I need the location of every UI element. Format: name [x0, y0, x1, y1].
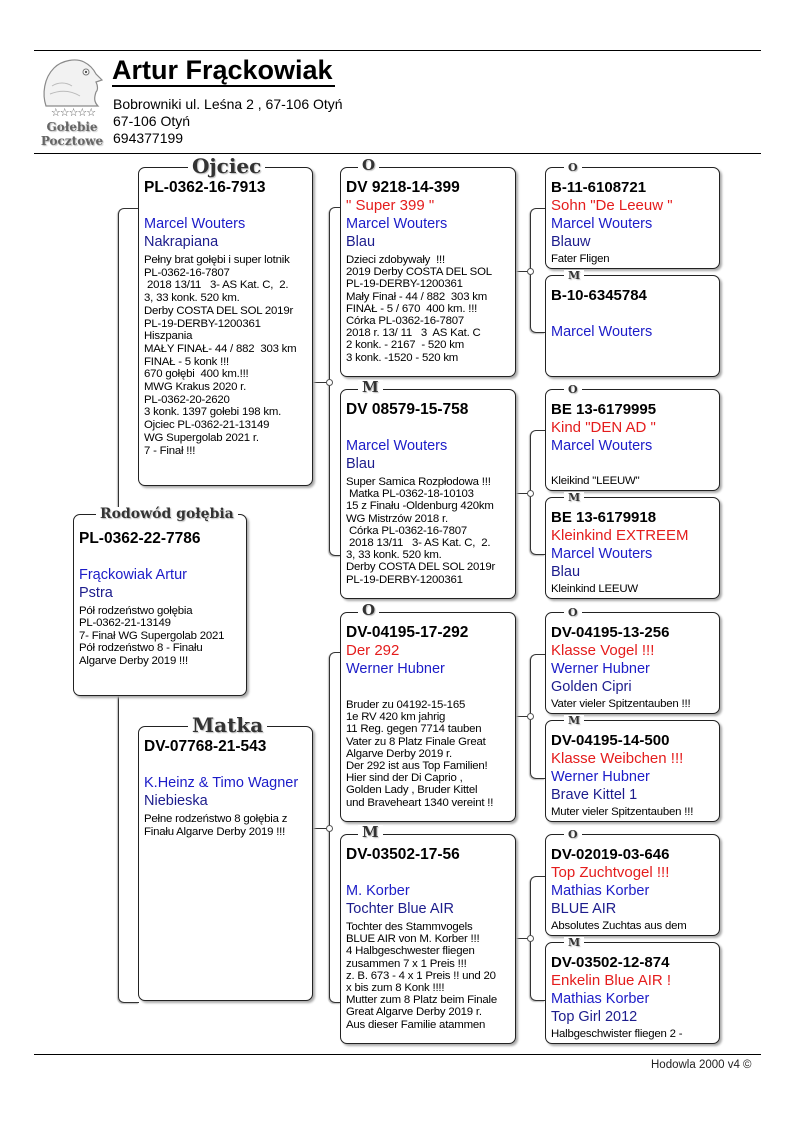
ring-number: DV-03502-12-874 [551, 954, 670, 971]
ring-number: DV-04195-13-256 [551, 624, 670, 641]
notes: Dzieci zdobywały !!! 2019 Derby COSTA DEL SOL PL-19-DERBY-1200361 Mały Finał - 44 / 882 303 km FINAŁ - 5 / 670 400 km. !!! Córka PL-0362-16-7807 2018 r. 13/ 11 3 AS Kat. C 2 konk. - 2167 - 520 km 3 konk. -1520 - 520 km [346, 254, 492, 364]
ring-number: DV 08579-15-758 [346, 401, 469, 418]
color: Golden Cipri [551, 679, 632, 695]
pigeon-name: Klasse Weibchen !!! [551, 750, 684, 767]
breeder: Marcel Wouters [551, 216, 653, 232]
color: Blau [346, 456, 376, 472]
pigeon-name [551, 305, 715, 323]
legend-father: Ojciec [188, 156, 265, 176]
notes: Kleikind "LEEUW" [551, 475, 640, 487]
pigeon-name: Sohn "De Leeuw " [551, 197, 673, 214]
breeder: Marcel Wouters [346, 438, 448, 454]
pigeon-name: Klasse Vogel !!! [551, 642, 655, 659]
legend-fff: O [564, 162, 582, 173]
pigeon-card-ffm[interactable] [545, 275, 720, 377]
pigeon-card-fff[interactable] [545, 167, 720, 269]
breeder: Marcel Wouters [551, 546, 653, 562]
color: Tochter Blue AIR [346, 901, 454, 917]
owner-address: Bobrowniki ul. Leśna 2 , 67-106 Otyń [113, 96, 343, 112]
legend-mother: Matka [188, 715, 267, 735]
color: Top Girl 2012 [551, 1009, 638, 1025]
pigeon-name [346, 864, 511, 882]
ring-number: BE 13-6179918 [551, 509, 657, 526]
color [346, 678, 511, 696]
pigeon-card-ff[interactable] [340, 167, 516, 377]
color: Blau [551, 564, 581, 580]
ring-number: DV-02019-03-646 [551, 846, 670, 863]
ring-number: PL-0362-16-7913 [144, 179, 266, 196]
color: Brave Kittel 1 [551, 787, 638, 803]
notes: Pełny brat gołębi i super lotnik PL-0362-16-7807 2018 13/11 3- AS Kat. C, 2. 3, 33 konk. 520 km. Derby COSTA DEL SOL 2019r PL-19-DERBY-1200361 Hiszpania MAŁY FINAŁ- 44 / 882 303 km FINAŁ - 5 konk !!! 670 gołębi 400 km.!!! MWG Krakus 2020 r. PL-0362-20-2620 3 konk. 1397 gołebi 198 km. Ojciec PL-0362-21-13149 WG Supergolab 2021 r. 7 - Finał !!! [144, 254, 297, 457]
breeder: Frąckowiak Artur [79, 567, 187, 583]
pigeon-name: Kind "DEN AD " [551, 419, 656, 436]
connector-knot [527, 935, 534, 942]
ring-number: DV-04195-14-500 [551, 732, 670, 749]
pigeon-card-mother[interactable] [138, 726, 313, 1001]
pigeon-name [79, 548, 242, 566]
footer-credit: Hodowla 2000 v4 © [651, 1059, 752, 1071]
legend-mf: O [358, 603, 379, 618]
ring-number: BE 13-6179995 [551, 401, 657, 418]
breeder: Marcel Wouters [551, 324, 653, 340]
owner-city: 67-106 Otyń [113, 113, 191, 129]
footer-rule [34, 1054, 761, 1055]
notes: Bruder zu 04192-15-165 1e RV 420 km jahrig 11 Reg. gegen 7714 tauben Vater zu 8 Platz Finale Great Algarve Derby 2019 r. Der 292 ist aus Top Familien! Hier sind der Di Caprio , Golden Lady , Bruder Kittel und Braveheart 1340 vereint !! [346, 699, 494, 809]
breeder: Mathias Korber [551, 991, 650, 1007]
breeder: Marcel Wouters [144, 216, 246, 232]
pigeon-card-mmf[interactable] [545, 834, 720, 936]
breeder: Marcel Wouters [346, 216, 448, 232]
pigeon-card-subject[interactable] [73, 514, 247, 696]
ring-number: DV-07768-21-543 [144, 738, 267, 755]
connector-knot [326, 825, 333, 832]
logo-text-line2: Pocztowe [40, 134, 104, 148]
notes: Pełne rodzeństwo 8 gołębia z Finału Algarve Derby 2019 !!! [144, 813, 288, 838]
notes: Pół rodzeństwo gołębia PL-0362-21-13149 7- Finał WG Supergolab 2021 Pół rodzeństwo 8 - Finału Algarve Derby 2019 !!! [79, 605, 225, 667]
pigeon-card-fmm[interactable] [545, 497, 720, 599]
ring-number: DV-03502-17-56 [346, 846, 460, 863]
pigeon-name: Der 292 [346, 642, 400, 659]
breeder: Werner Hubner [346, 661, 445, 677]
top-rule [34, 50, 761, 51]
color: Blau [346, 234, 376, 250]
pigeon-card-mfm[interactable] [545, 720, 720, 822]
legend-ff: O [358, 158, 379, 173]
legend-mm: M [358, 825, 383, 840]
notes: Super Samica Rozpłodowa !!! Matka PL-0362-18-10103 15 z Finału -Oldenburg 420km WG Mistrzów 2018 r. Córka PL-0362-16-7807 2018 13/11 3- AS Kat. C, 2. 3, 33 konk. 520 km. Derby COSTA DEL SOL 2019r PL-19-DERBY-1200361 [346, 476, 496, 586]
connector-knot [527, 268, 534, 275]
notes: Tochter des Stammvogels BLUE AIR von M. Korber !!! 4 Halbgeschwester fliegen zusammen 7 x 1 Preis !!! z. B. 673 - 4 x 1 Preis !! und 20 x bis zum 8 Konk !!!! Mutter zum 8 Platz beim Finale Great Algarve Derby 2019 r. Aus dieser Familie atammen [346, 921, 497, 1031]
pigeon-card-fm[interactable] [340, 389, 516, 599]
breeder: K.Heinz & Timo Wagner [144, 775, 299, 791]
notes: Vater vieler Spitzentauben !!! [551, 698, 691, 710]
color [551, 341, 715, 359]
connector-knot [326, 379, 333, 386]
legend-fm: M [358, 380, 383, 395]
pigeon-head-icon [40, 56, 106, 108]
notes: Absolutes Zuchtas aus dem [551, 920, 687, 932]
ring-number: B-11-6108721 [551, 179, 647, 196]
legend-ffm: M [564, 270, 584, 281]
ring-number: B-10-6345784 [551, 287, 647, 304]
notes: Fater Fligen [551, 253, 610, 265]
notes: Halbgeschwister fliegen 2 - [551, 1028, 683, 1040]
ring-number: DV-04195-17-292 [346, 624, 469, 641]
connector-knot [527, 490, 534, 497]
pigeon-name: Top Zuchtvogel !!! [551, 864, 670, 881]
pigeon-name: Enkelin Blue AIR ! [551, 972, 672, 989]
logo-text-line1: Gołebie [46, 120, 98, 134]
owner-phone: 694377199 [113, 130, 184, 146]
color: BLUE AIR [551, 901, 617, 917]
ring-number: PL-0362-22-7786 [79, 530, 201, 547]
color: Nakrapiana [144, 234, 219, 250]
pigeon-name [346, 419, 511, 437]
legend-mmm: M [564, 937, 584, 948]
legend-mfm: M [564, 715, 584, 726]
pigeon-card-mf[interactable] [340, 612, 516, 822]
pigeon-card-mff[interactable] [545, 612, 720, 714]
breeder: Mathias Korber [551, 883, 650, 899]
legend-fmm: M [564, 492, 584, 503]
pigeon-card-mmm[interactable] [545, 942, 720, 1044]
pigeon-name: " Super 399 " [346, 197, 435, 214]
color: Blauw [551, 234, 591, 250]
pigeon-name: Kleinkind EXTREEM [551, 527, 689, 544]
notes: Muter vieler Spitzentauben !!! [551, 806, 694, 818]
pigeon-card-father[interactable] [138, 167, 313, 486]
breeder: Werner Hubner [551, 661, 650, 677]
connector-knot [527, 713, 534, 720]
breeder: Marcel Wouters [551, 438, 653, 454]
color: Niebieska [144, 793, 208, 809]
pigeon-name [144, 756, 308, 774]
color: Pstra [79, 585, 113, 601]
color [551, 455, 715, 473]
rating-stars: ☆☆☆☆☆ [50, 107, 96, 119]
breeder: M. Korber [346, 883, 410, 899]
header-bottom-rule [34, 153, 761, 154]
notes: Kleinkind LEEUW [551, 583, 638, 595]
legend-subject: Rodowód gołębia [96, 507, 238, 521]
club-logo [34, 56, 110, 148]
ring-number: DV 9218-14-399 [346, 179, 460, 196]
legend-mff: O [564, 607, 582, 618]
pigeon-card-fmf[interactable] [545, 389, 720, 491]
pigeon-name [144, 197, 308, 215]
breeder: Werner Hubner [551, 769, 650, 785]
legend-mmf: O [564, 829, 582, 840]
legend-fmf: O [564, 384, 582, 395]
pigeon-card-mm[interactable] [340, 834, 516, 1044]
owner-name: Artur Frąckowiak [112, 55, 333, 85]
